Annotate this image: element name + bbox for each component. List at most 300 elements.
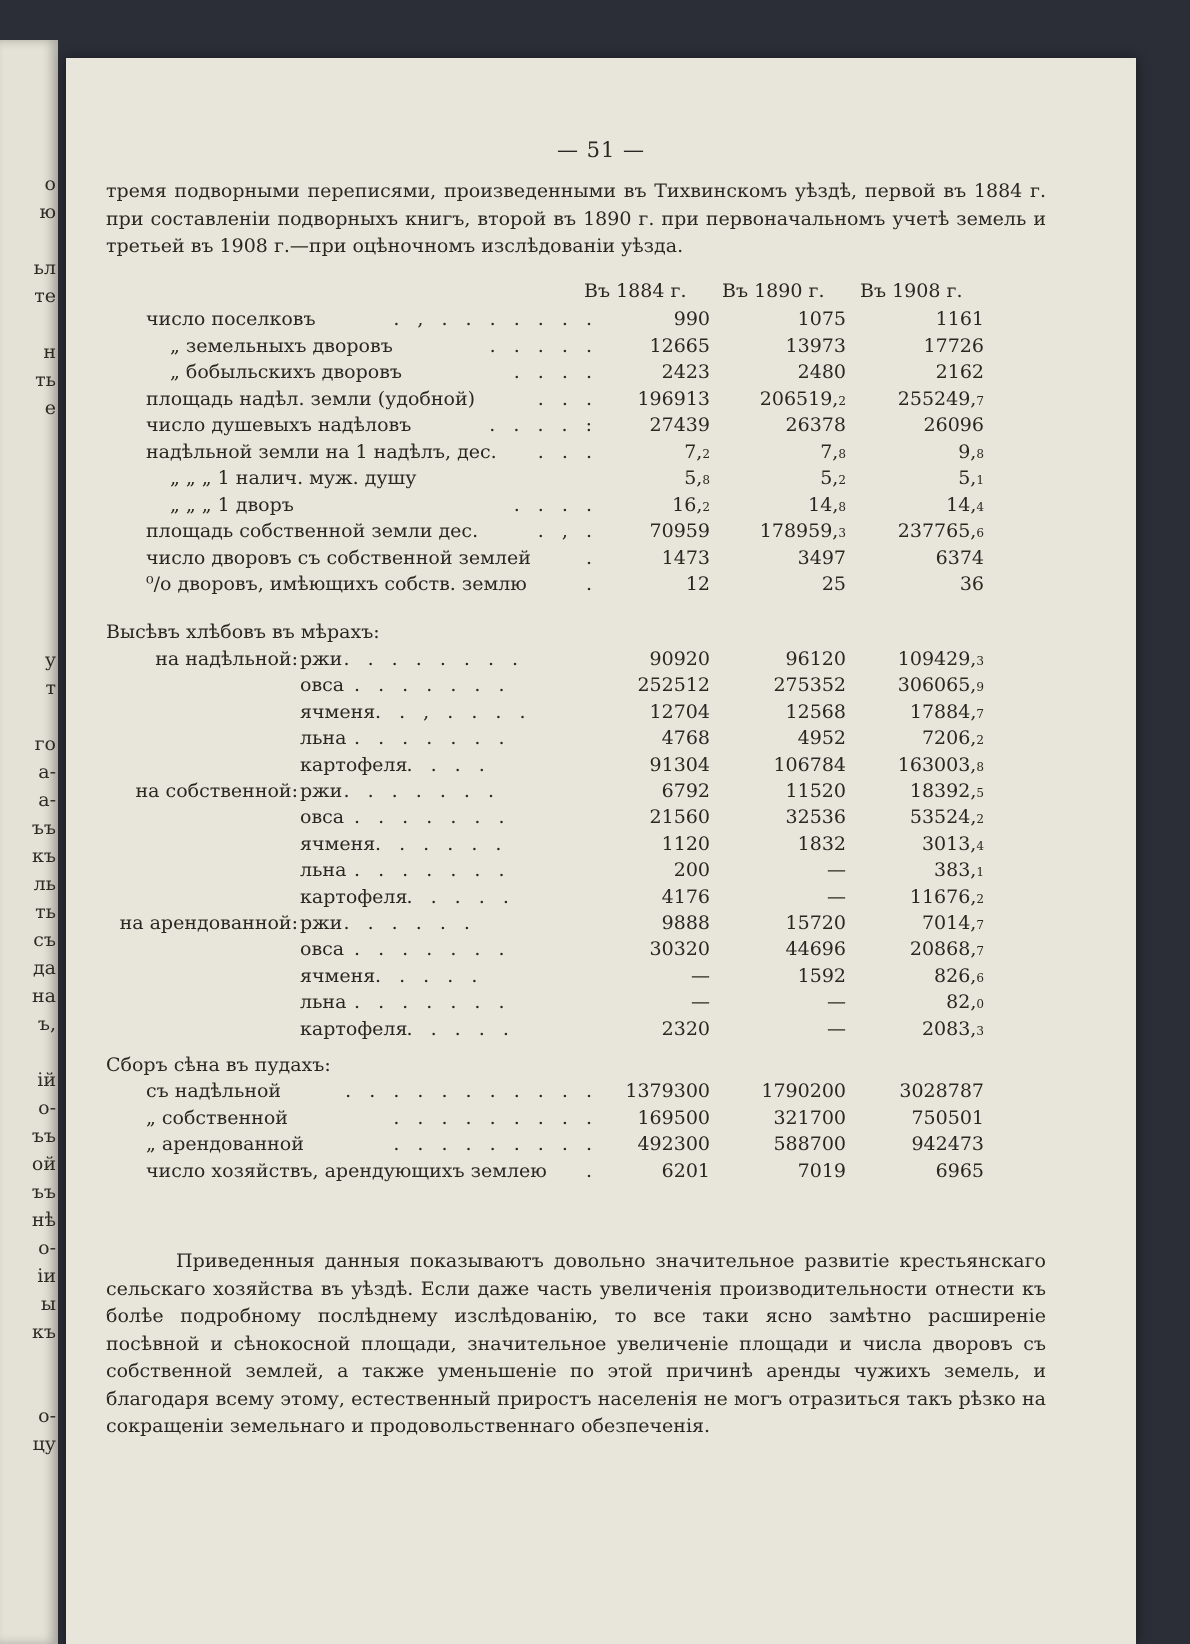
value-cell [820,467,846,489]
value-cell [773,1133,846,1155]
value-cell [934,965,984,987]
value-main: 5, [820,467,839,489]
row-crop-label: картофеля [300,885,408,908]
row-crop-label: ржи [300,780,343,802]
table-row [66,308,1136,336]
table-row [66,388,1136,416]
value-main: 53524, [909,806,977,829]
table-row [66,1080,1136,1108]
value-main: 237765, [897,520,977,542]
value-decimal: 7 [976,944,984,959]
row-crop-label: овса [300,674,345,697]
leader-dots: . , . . . . . . . [393,308,598,330]
value-main: 4952 [797,727,846,750]
leader-dots: . . . . : [489,414,598,436]
leader-dots: . . . . . . . [354,938,511,961]
value-cell [922,727,984,749]
table-row [66,361,1136,389]
value-cell [786,938,846,960]
row-label: съ надѣльной [146,1080,282,1102]
year-header-1908: Въ 1908 г. [860,280,963,302]
value-decimal: 7 [976,918,984,932]
value-cell [786,701,846,723]
value-main: — [827,1017,846,1040]
row-label: число дворовъ съ собственной землей [146,546,531,569]
conclusion-paragraph: Приведенныя данныя показываютъ довольно значительное развитіе крестьянскаго сельскаго хозяйства въ уѣздѣ. Если даже часть увеличенія производительности отнести къ болѣе подробному послѣднему изслѣдованію, то все таки ясно замѣтно расширеніе посѣвной и сѣнокосной площади, значительное увеличеніе площади и числа дворовъ съ собственной землей, а также уменьшеніе по этой причинѣ аренды чужихъ земель, и благодаря всему этому, естественный приростъ населенія не могъ отразиться такъ рѣзко на сокращеніи земельнаго и продовольственнаго обезпеченія. [106,1250,1046,1437]
value-main: 492300 [637,1133,710,1155]
value-main: — [827,859,846,882]
value-cell [650,335,710,357]
value-cell [684,467,710,489]
value-decimal: 3 [976,1023,984,1038]
row-group-label: на надѣльной: [155,648,298,670]
intro-paragraph: тремя подворными переписями, произведенными въ Тихвинскомъ уѣздѣ, первой въ 1884 г. при составленіи подворныхъ книгъ, второй въ 1890 г. при первоначальномъ учетѣ земель и третьей въ 1908 г.—при оцѣночномъ изслѣдованіи уѣзда. [106,180,1046,257]
value-decimal: 6 [976,526,984,540]
row-label: надѣльной земли на 1 надѣлъ, дес. [146,440,497,463]
value-main: 25 [821,573,846,595]
previous-page-text-fragment: къ [32,845,56,867]
table-row [66,754,1136,782]
value-cell [674,308,710,330]
leader-dots: . . . . . . . [354,674,511,697]
value-main: 12704 [649,700,710,723]
value-main: 588700 [773,1133,846,1155]
value-main: 17884, [909,700,977,723]
value-main: 255249, [897,387,977,410]
value-main: 82, [946,991,977,1014]
value-cell [637,674,710,696]
value-main: 1161 [935,308,984,330]
value-main: — [691,964,710,987]
value-cell [662,886,710,908]
previous-page-text-fragment: къ [32,1321,56,1343]
leader-dots: . . . . . . . [343,780,501,802]
value-main: 11676, [909,885,977,908]
row-group-label: на собственной: [135,780,298,802]
value-main: 96120 [785,648,846,670]
value-decimal: 1 [976,473,984,487]
value-cell [672,494,710,516]
value-decimal: 2 [838,393,846,408]
value-cell [910,886,984,908]
value-main: 27439 [649,414,710,436]
value-cell [662,361,710,383]
value-main: 383, [934,859,977,882]
table-row [66,965,1136,993]
value-cell [960,573,984,595]
value-cell [898,754,984,776]
value-main: 1592 [797,964,846,987]
leader-dots: . . . . . . [375,832,508,855]
value-main: 169500 [637,1106,710,1129]
value-decimal: 2 [976,891,984,906]
previous-page-edge [0,40,58,1644]
value-cell [898,674,984,696]
value-cell [650,938,710,960]
value-main: 306065, [897,674,977,697]
value-main: 14, [808,493,839,516]
value-main: 7206, [921,727,977,750]
previous-page-text-fragment: ть [35,369,56,391]
table-row [66,701,1136,729]
row-crop-label: картофеля [300,753,408,776]
value-cell [936,361,984,383]
table-row [66,335,1136,363]
value-main: 9, [958,440,977,463]
value-cell [773,1107,846,1129]
leader-dots: . . . . . [406,1017,515,1040]
value-main: 990 [673,308,710,330]
value-cell [936,1160,984,1182]
leader-dots: . . . . . . . . . [393,1106,598,1129]
value-main: — [827,991,846,1014]
value-decimal: 7 [976,393,984,408]
value-main: 7, [684,440,703,463]
value-main: — [827,885,846,908]
value-decimal: 3 [838,526,846,540]
value-decimal: 8 [838,446,846,461]
previous-page-text-fragment: а- [38,789,56,811]
row-label: „ „ „ 1 дворъ [170,493,294,516]
table-row [66,833,1136,861]
value-main: 16, [672,493,703,516]
value-main: 26096 [923,414,984,436]
previous-page-text-fragment: т [45,677,56,699]
value-cell [910,806,984,828]
table-row [66,780,1136,808]
row-crop-label: овса [300,938,345,961]
value-cell [786,780,846,802]
value-cell [798,1160,846,1182]
previous-page-text-fragment: на [32,985,56,1007]
row-crop-label: ржи [300,912,343,934]
value-cell [898,648,984,670]
value-main: 2162 [935,361,984,383]
value-cell [662,547,710,569]
leader-dots: . . . . . . . [354,727,511,750]
previous-page-text-fragment: те [34,285,56,307]
leader-dots: . . . . . . . . [343,648,525,670]
value-cell [760,520,846,542]
leader-dots: . . , . . . . [375,700,532,723]
table-row [66,494,1136,522]
value-decimal: 2 [702,446,710,461]
value-cell [761,1080,846,1102]
value-decimal: 0 [976,997,984,1012]
previous-page-text-fragment: ой [31,1153,56,1175]
value-decimal: 5 [976,786,984,800]
value-cell [786,414,846,436]
row-crop-label: ячменя [300,832,376,855]
value-main: 5, [958,467,977,489]
table-row [66,886,1136,914]
value-main: 275352 [773,674,846,697]
value-cell [946,494,984,516]
value-cell [662,780,710,802]
value-cell [827,859,846,881]
table-row [66,727,1136,755]
leader-dots: . . . . [513,493,598,516]
previous-page-text-fragment: ъ, [37,1013,56,1035]
row-group-label: на арендованной: [119,912,298,934]
value-cell [691,965,710,987]
table-row [66,859,1136,887]
value-main: 750501 [911,1106,984,1129]
value-cell [760,388,846,410]
value-main: 106784 [773,753,846,776]
row-label: „ бобыльскихъ дворовъ [170,361,402,383]
value-main: 3028787 [899,1080,984,1102]
value-decimal: 9 [976,680,984,695]
value-main: 7014, [921,912,977,934]
value-main: 32536 [785,806,846,829]
value-main: 178959, [759,520,839,542]
value-cell [808,494,846,516]
value-cell [662,727,710,749]
value-main: 1790200 [761,1080,846,1102]
value-cell [946,991,984,1013]
value-cell [637,388,710,410]
value-cell [674,859,710,881]
value-main: 18392, [909,780,977,802]
value-main: 1379300 [625,1080,710,1102]
value-cell [786,912,846,934]
value-decimal: 2 [702,499,710,514]
leader-dots: . [585,573,598,595]
value-main: 2423 [661,361,710,383]
year-header-1890: Въ 1890 г. [722,280,825,302]
value-cell [650,701,710,723]
value-cell [650,520,710,542]
value-decimal: 4 [976,838,984,853]
row-label: площадь собственной земли дес. [146,520,479,542]
previous-page-text-fragment: а- [38,761,56,783]
table-row [66,1160,1136,1188]
leader-dots: . . . . . [406,885,515,908]
table-row [66,648,1136,676]
page-number: — 51 — [556,138,646,162]
value-cell [798,547,846,569]
previous-page-text-fragment: нѣ [31,1209,56,1231]
value-cell [910,780,984,802]
row-label: число поселковъ [146,308,316,330]
value-main: 30320 [649,938,710,961]
value-decimal: 1 [976,865,984,880]
value-cell [625,1080,710,1102]
row-crop-label: льна [300,991,347,1014]
value-main: 14, [946,493,977,516]
value-cell [786,648,846,670]
table-row [66,1018,1136,1046]
value-main: 12665 [649,334,710,357]
leader-dots: . . . . . . . [354,991,511,1014]
value-cell [662,1018,710,1040]
value-main: 15720 [785,912,846,934]
leader-dots: . . . . . . . [354,859,511,882]
value-main: 36 [959,573,984,595]
value-main: 163003, [897,753,977,776]
row-crop-label: ячменя [300,700,376,723]
previous-page-text-fragment: іи [37,1265,56,1287]
leader-dots: . [585,546,598,569]
leader-dots: . . . . [513,361,598,383]
value-cell [910,701,984,723]
value-cell [924,335,984,357]
previous-page-text-fragment: цу [32,1433,56,1455]
value-cell [936,308,984,330]
value-cell [650,414,710,436]
value-decimal: 6 [976,970,984,985]
value-decimal: 3 [976,654,984,668]
value-main: 2320 [661,1017,710,1040]
previous-page-text-fragment: ьл [33,257,56,279]
previous-page-text-fragment: ъъ [31,1181,56,1203]
value-main: 206519, [759,387,839,410]
sowing-section-title: Высѣвъ хлѣбовъ въ мѣрахъ: [106,621,380,643]
previous-page-text-fragment: ть [35,901,56,923]
value-main: 6374 [935,546,984,569]
value-main: 2083, [921,1017,977,1040]
value-cell [662,912,710,934]
leader-dots: . [585,1159,598,1182]
value-cell [637,1133,710,1155]
table-row [66,1107,1136,1135]
previous-page-text-fragment: да [32,957,56,979]
value-cell [786,806,846,828]
value-main: 90920 [649,648,710,670]
value-main: 9888 [661,912,710,934]
value-main: 11520 [785,780,846,802]
row-crop-label: льна [300,727,347,750]
previous-page-text-fragment: е [44,397,56,419]
row-crop-label: ячменя [300,964,376,987]
value-cell [786,335,846,357]
value-cell [798,308,846,330]
value-main: 321700 [773,1106,846,1129]
book-page [66,58,1136,1644]
value-cell [924,414,984,436]
value-main: 942473 [911,1133,984,1155]
value-cell [798,833,846,855]
leader-dots: . . . . . . [343,912,476,934]
table-row [66,520,1136,548]
leader-dots: . . . . . . . . . [393,1133,598,1155]
row-label: площадь надѣл. земли (удобной) [146,387,476,410]
row-crop-label: картофеля [300,1017,408,1040]
value-cell [650,806,710,828]
previous-page-text-fragment: о- [38,1405,56,1427]
table-row [66,806,1136,834]
leader-dots: . . . . [406,753,491,776]
value-cell [922,1018,984,1040]
value-cell [827,886,846,908]
value-decimal: 8 [976,446,984,461]
previous-page-text-fragment: о- [38,1097,56,1119]
leader-dots: . . . . . [489,334,598,357]
table-row [66,1133,1136,1161]
leader-dots: . , . [537,520,598,542]
previous-page-text-fragment: ю [39,201,56,223]
value-cell [827,1018,846,1040]
value-cell [910,938,984,960]
table-row [66,573,1136,601]
value-main: 1473 [661,546,710,569]
leader-dots: . . . . . [375,964,484,987]
value-cell [922,912,984,934]
value-main: 1832 [797,832,846,855]
value-main: 3013, [921,832,977,855]
row-label: „ собственной [146,1106,288,1129]
row-crop-label: овса [300,806,345,829]
value-main: 5, [684,467,703,489]
value-decimal: 2 [976,812,984,827]
value-decimal: 8 [976,759,984,774]
value-cell [798,361,846,383]
row-label: „ земельныхъ дворовъ [170,334,393,357]
value-cell [899,1080,984,1102]
row-label: число хозяйствъ, арендующихъ землею [146,1159,547,1182]
row-crop-label: льна [300,859,347,882]
value-main: 826, [934,964,977,987]
previous-page-text-fragment: ъъ [31,817,56,839]
value-main: 13973 [785,334,846,357]
value-main: 252512 [637,674,710,697]
value-cell [684,441,710,463]
value-decimal: 4 [976,499,984,514]
value-cell [798,965,846,987]
table-row [66,991,1136,1019]
value-decimal: 7 [976,706,984,721]
value-main: 44696 [785,938,846,961]
previous-page-text-fragment: ъъ [31,1125,56,1147]
value-cell [827,991,846,1013]
table-row [66,912,1136,940]
table-row [66,674,1136,702]
previous-page-text-fragment: ы [40,1293,56,1315]
value-cell [691,991,710,1013]
previous-page-text-fragment: н [43,341,56,363]
value-cell [662,1160,710,1182]
row-crop-label: ржи [300,648,343,670]
hay-section-title: Сборъ сѣна въ пудахъ: [106,1054,331,1076]
table-row [66,441,1136,469]
value-cell [650,754,710,776]
value-cell [958,441,984,463]
value-main: 200 [673,859,710,882]
value-main: 6201 [661,1159,710,1182]
value-cell [911,1133,984,1155]
row-label: „ арендованной [146,1133,304,1155]
value-cell [922,833,984,855]
table-row [66,938,1136,966]
value-main: 1120 [661,832,710,855]
value-main: 21560 [649,806,710,829]
year-header-1884: Въ 1884 г. [584,280,687,302]
value-cell [773,674,846,696]
value-cell [958,467,984,489]
value-cell [773,754,846,776]
value-main: 12 [685,573,710,595]
leader-dots: . . . . . . . . . . . [345,1080,598,1102]
value-cell [898,520,984,542]
value-cell [662,833,710,855]
row-label: ⁰/o дворовъ, имѣющихъ собств. землю [146,573,527,595]
value-cell [686,573,710,595]
value-cell [650,648,710,670]
value-main: 7, [820,440,839,463]
value-cell [820,441,846,463]
value-cell [936,547,984,569]
